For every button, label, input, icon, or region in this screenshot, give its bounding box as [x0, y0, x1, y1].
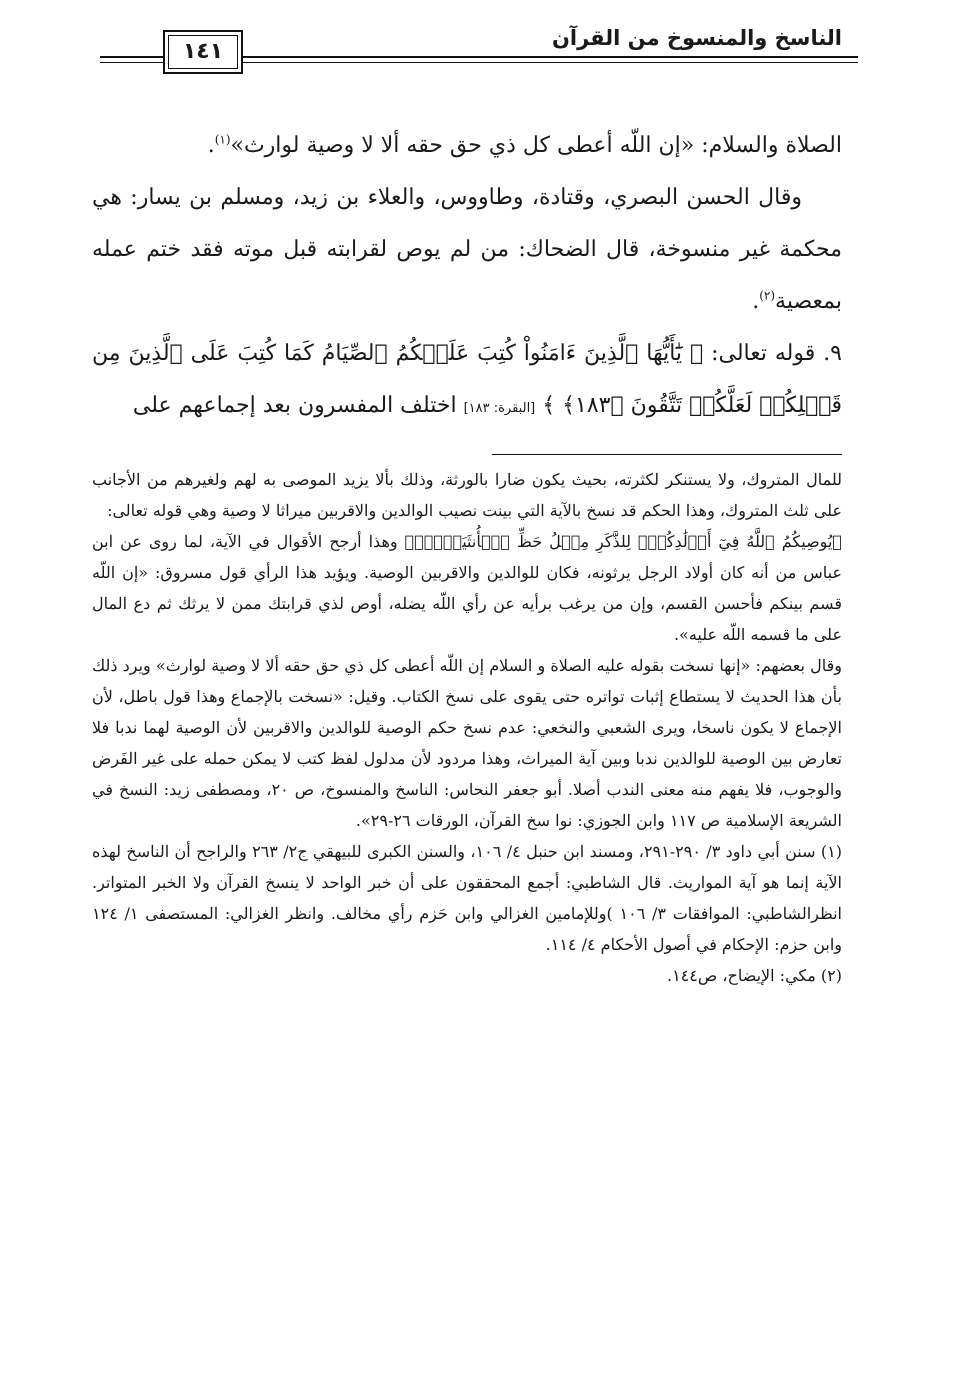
paragraph-1 — [92, 120, 842, 172]
main-text — [92, 120, 842, 435]
quran-verse: ﴿ يَٰٓأَيُّهَا ٱلَّذِينَ ءَامَنُواْ كُتِبَ عَلَيۡكُمُ ٱلصِّيَامُ كَمَا كُتِبَ عَلَى ٱلَّذِينَ مِن قَبۡلِكُمۡ لَعَلَّكُمۡ تَتَّقُونَ ﴿١٨٣﴾ ﴾ — [92, 341, 842, 418]
footnote-ref-2: (٢) — [759, 288, 776, 303]
footnote-2-text: مكي: الإيضاح، ص١٤٤. — [667, 966, 816, 985]
footnote-continuation-1: للمال المتروك، ولا يستنكر لكثرته، بحيث يكون ضارا بالورثة، وذلك بألا يزيد الموصى به لهم ولغيرهم من الأجانب على ثلث المتروك، وهذا الحكم قد نسخ بالآية التي بينت نصيب الوالدين والاقربين ميراثا لا وصية وهي قوله تعالى: — [92, 470, 842, 520]
paragraph-3-tail: اختلف المفسرون بعد إجماعهم على — [132, 393, 464, 418]
footnote-ref-1: (١) — [214, 132, 231, 147]
paragraph-3-lead: ٩. قوله تعالى: — [703, 341, 842, 366]
paragraph-1-text: الصلاة والسلام: «إن اللّه أعطى كل ذي حق حقه ألا لا وصية لوارث» — [230, 133, 842, 158]
paragraph-3 — [92, 328, 842, 435]
footnote-continuation-3: وقال بعضهم: «إنها نسخت بقوله عليه الصلاة و السلام إن اللّه أعطى كل ذي حق حقه ألا لا وصية لوارث» ويرد ذلك بأن هذا الحديث لا يستطاع إثبات تواتره حتى يقوى على نسخ الكتاب. وقيل: «نسخت بالإجماع وهذا قول باطل، لأن الإجماع لا يكون ناسخا، ويرى الشعبي والنخعي: عدم نسخ حكم الوصية للوالدين والاقربين لأن الوصية لهما ندبا فلا تعارض بين الوصية للوالدين ندبا وبين آية الميراث، وهذا مردود لأن مدلول لفظ كتب لا يمكن حمله على غير الفَرض والوجوب، فلا يفهم منه معنى الندب أصلا. أبو جعفر النحاس: الناسخ والمنسوخ، ص ٢٠، ومصطفى زيد: النسخ في الشريعة الإسلامية ص ١١٧ وابن الجوزي: نوا سخ القرآن، الورقات ٢٦-٢٩». — [92, 656, 843, 830]
footnote-1 — [92, 836, 842, 960]
footnotes — [92, 464, 842, 991]
footnote-separator — [492, 454, 842, 455]
footnote-2-label: (٢) — [820, 966, 842, 985]
paragraph-2-text: وقال الحسن البصري، وقتادة، وطاووس، والعلاء بن زيد، ومسلم بن يسار: هي محكمة غير منسوخة، قال الضحاك: من لم يوص لقرابته قبل موته فقد ختم عمله بمعصية — [92, 185, 842, 314]
verse-reference: [البقرة: ١٨٣] — [463, 401, 536, 416]
footnote-1-text: سنن أبي داود ٣/ ٢٩٠-٢٩١، ومسند ابن حنبل ٤/ ١٠٦، والسنن الكبرى للبيهقي ج٢/ ٢٦٣ والراجح أن الناسخ لهذه الآية إنما هو آية المواريث. قال الشاطبي: أجمع المحققون على أن خبر الواحد لا ينسخ القرآن ولا الخبر المتواتر. انظرالشاطبي: الموافقات ٣/ ١٠٦ )وللإمامين الغزالي وابن حَزم رأي مخالف. وانظر الغزالي: المستصفى ١/ ١٢٤ وابن حزم: الإحكام في أصول الأحكام ٤/ ١١٤. — [92, 842, 842, 954]
footnote-1-label: (١) — [820, 842, 843, 861]
footnote-2 — [92, 960, 842, 991]
paragraph-1-end: . — [207, 133, 215, 158]
running-header-title: الناسخ والمنسوخ من القرآن — [551, 26, 842, 50]
page-number: ١٤١ — [163, 30, 243, 74]
paragraph-2-end: . — [752, 289, 760, 314]
footnote-continuation-2: ﴿يُوصِيكُمُ ٱللَّهُ فِيٓ أَوۡلَٰدِكُمۡۖ لِلذَّكَرِ مِثۡلُ حَظِّ ٱلۡأُنثَيَيۡنِۚ﴾ وهذا أرجح الأقوال في الآية، لما روى عن ابن عباس من أنه كان أولاد الرجل يرثونه، فكان للوالدين والاقربين الوصية. ويؤيد هذا الرأي قول مسروق: «إن اللّه قسم بينكم فأحسن القسم، وإن من يرغب برأيه عن رأي اللّه يضله، أوص لذي قرابتك ممن لا يرثك ثم دع المال على ما قسمه اللّه عليه». — [92, 532, 842, 644]
paragraph-2 — [92, 172, 842, 328]
